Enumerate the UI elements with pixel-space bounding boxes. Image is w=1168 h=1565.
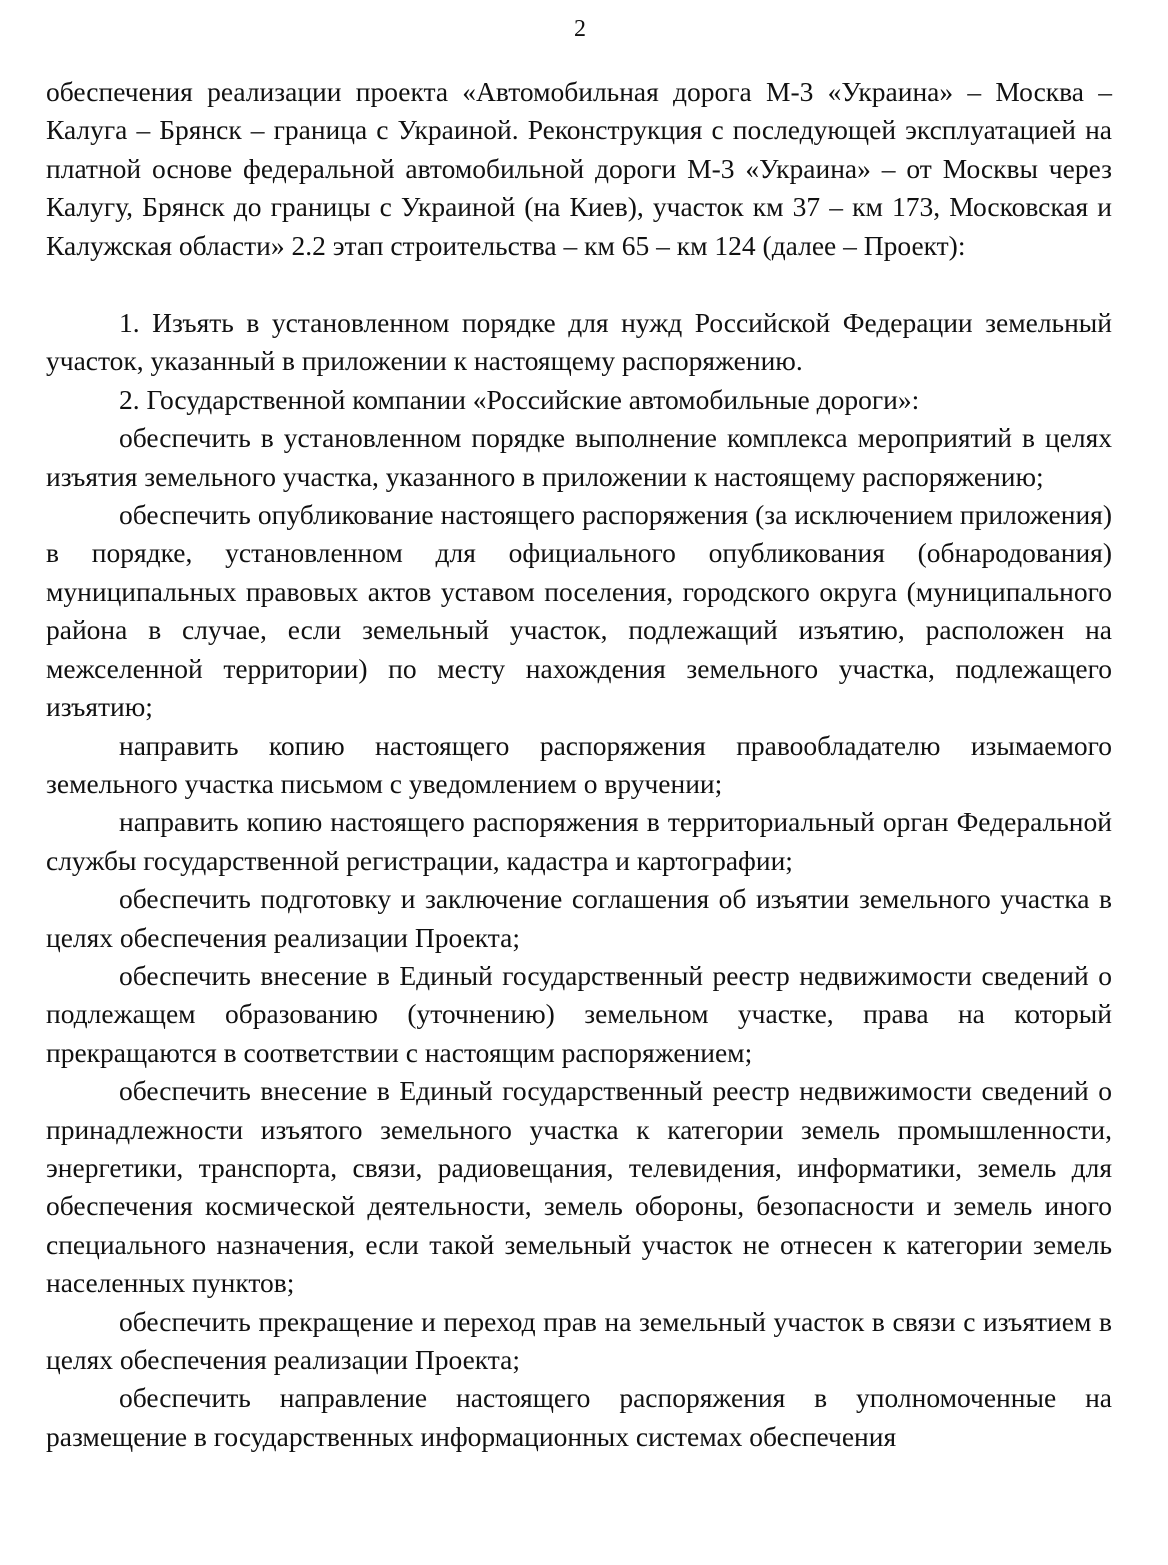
document-body xyxy=(46,73,1112,1456)
page-number: 2 xyxy=(574,16,586,42)
list-item-paragraph: обеспечить направление настоящего распоряжения в уполномоченные на размещение в государственных информационных системах обеспечения xyxy=(46,1382,1112,1452)
list-item-paragraph: обеспечить опубликование настоящего распоряжения (за исключением приложения) в порядке, установленном для официального опубликования (обнародования) муниципальных правовых актов уставом поселения, городского округа (муниципального района в случае, если земельный участок, подлежащий изъятию, расположен на межселенной территории) по месту нахождения земельного участка, подлежащего изъятию; xyxy=(46,499,1112,723)
list-item-paragraph: обеспечить в установленном порядке выполнение комплекса мероприятий в целях изъятия земельного участка, указанного в приложении к настоящему распоряжению; xyxy=(46,422,1112,492)
list-item-paragraph: обеспечить внесение в Единый государственный реестр недвижимости сведений о подлежащем образованию (уточнению) земельном участке, права на который прекращаются в соответствии с настоящим распоряжением; xyxy=(46,959,1112,1068)
intro-paragraph: обеспечения реализации проекта «Автомобильная дорога М-3 «Украина» – Москва – Калуга – Брянск – граница с Украиной. Реконструкция с последующей эксплуатацией на платной основе федеральной автомобильной дороги М-3 «Украина» – от Москвы через Калугу, Брянск до границы с Украиной (на Киев), участок км 37 – км 173, Московская и Калужская области» 2.2 этап строительства – км 65 – км 124 (далее – Проект): xyxy=(46,76,1112,261)
list-item-paragraph: обеспечить подготовку и заключение соглашения об изъятии земельного участка в целях обеспечения реализации Проекта; xyxy=(46,883,1112,953)
clause-1-paragraph: 1. Изъять в установленном порядке для нужд Российской Федерации земельный участок, указанный в приложении к настоящему распоряжению. xyxy=(46,307,1112,377)
list-item-paragraph: обеспечить внесение в Единый государственный реестр недвижимости сведений о принадлежности изъятого земельного участка к категории земель промышленности, энергетики, транспорта, связи, радиовещания, телевидения, информатики, земель для обеспечения космической деятельности, земель обороны, безопасности и земель иного специального назначения, если такой земельный участок не отнесен к категории земель населенных пунктов; xyxy=(46,1075,1112,1299)
paragraph-gap xyxy=(46,265,1112,304)
clause-2-paragraph: 2. Государственной компании «Российские автомобильные дороги»: xyxy=(119,383,920,415)
list-item-paragraph: обеспечить прекращение и переход прав на земельный участок в связи с изъятием в целях обеспечения реализации Проекта; xyxy=(46,1305,1112,1375)
list-item-paragraph: направить копию настоящего распоряжения правообладателю изымаемого земельного участка письмом с уведомлением о вручении; xyxy=(46,729,1112,799)
list-item-paragraph: направить копию настоящего распоряжения в территориальный орган Федеральной службы государственной регистрации, кадастра и картографии; xyxy=(46,806,1112,876)
